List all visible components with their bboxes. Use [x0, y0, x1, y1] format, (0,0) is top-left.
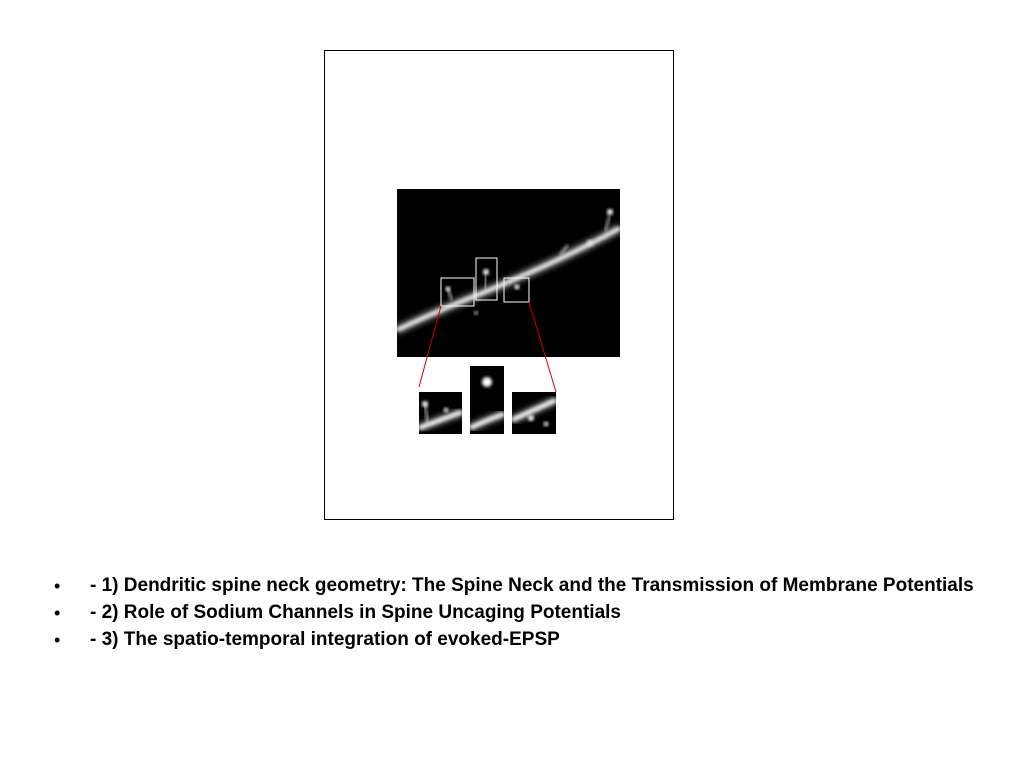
- bullet-text-2: - 2) Role of Sodium Channels in Spine Uncaging Potentials: [90, 602, 621, 623]
- bullet-marker: •: [54, 630, 61, 650]
- bullet-item-2: [54, 602, 984, 624]
- figure-frame: [324, 50, 674, 520]
- bullet-marker: •: [54, 576, 61, 596]
- bullet-list: [54, 575, 984, 656]
- bullet-marker: •: [54, 603, 61, 623]
- bullet-text-1: - 1) Dendritic spine neck geometry: The Spine Neck and the Transmission of Membrane Potentials: [90, 575, 974, 596]
- bullet-item-1: [54, 575, 984, 597]
- bullet-text-3: - 3) The spatio-temporal integration of evoked-EPSP: [90, 629, 560, 650]
- bullet-item-3: [54, 629, 984, 651]
